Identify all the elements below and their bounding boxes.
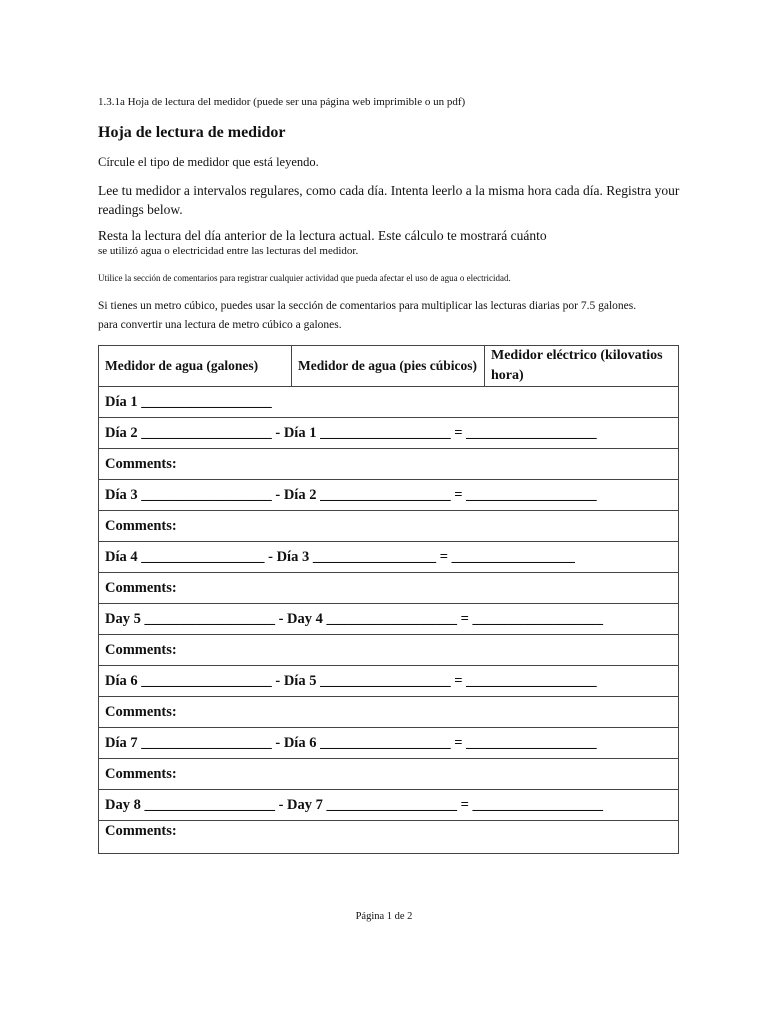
instruction-read-meter: Lee tu medidor a intervalos regulares, como cada día. Intenta leerlo a la misma hora cada día. Registra your readings below. bbox=[98, 183, 680, 217]
header-water-gallons[interactable]: Medidor de agua (galones) bbox=[99, 346, 292, 387]
reading-day-5[interactable]: Day 5 __________________ - Day 4 __________________ = __________________ bbox=[99, 604, 679, 635]
table-row bbox=[99, 821, 679, 854]
table-row bbox=[99, 573, 679, 604]
comments-day-4[interactable]: Comments: bbox=[99, 573, 679, 604]
table-row bbox=[99, 480, 679, 511]
comments-day-7[interactable]: Comments: bbox=[99, 759, 679, 790]
table-row bbox=[99, 728, 679, 759]
reading-day-7[interactable]: Día 7 __________________ - Día 6 __________________ = __________________ bbox=[99, 728, 679, 759]
reading-day-1[interactable]: Día 1 __________________ bbox=[99, 387, 679, 418]
instruction-circle-meter: Círcule el tipo de medidor que está leyendo. bbox=[98, 155, 319, 169]
comments-day-5[interactable]: Comments: bbox=[99, 635, 679, 666]
reading-day-8[interactable]: Day 8 __________________ - Day 7 __________________ = __________________ bbox=[99, 790, 679, 821]
table-row bbox=[99, 759, 679, 790]
table-header-row bbox=[99, 346, 679, 387]
page-title: Hoja de lectura de medidor bbox=[98, 124, 286, 141]
table-row bbox=[99, 635, 679, 666]
comments-day-2[interactable]: Comments: bbox=[99, 449, 679, 480]
table-row bbox=[99, 449, 679, 480]
header-water-cubic-feet[interactable]: Medidor de agua (pies cúbicos) bbox=[292, 346, 485, 387]
table-row bbox=[99, 511, 679, 542]
table-row bbox=[99, 666, 679, 697]
instruction-subtract: Resta la lectura del día anterior de la lectura actual. Este cálculo te mostrará cuánto bbox=[98, 228, 547, 243]
table-row bbox=[99, 418, 679, 449]
table-row bbox=[99, 790, 679, 821]
table-row bbox=[99, 604, 679, 635]
reading-day-3[interactable]: Día 3 __________________ - Día 2 __________________ = __________________ bbox=[99, 480, 679, 511]
table-row bbox=[99, 542, 679, 573]
table-row bbox=[99, 697, 679, 728]
instruction-cubic-cont: para convertir una lectura de metro cúbico a galones. bbox=[98, 319, 342, 331]
document-reference: 1.3.1a Hoja de lectura del medidor (puede ser una página web imprimible o un pdf) bbox=[98, 96, 466, 108]
page-number: Página 1 de 2 bbox=[355, 911, 413, 922]
instruction-cubic: Si tienes un metro cúbico, puedes usar la sección de comentarios para multiplicar las lecturas diarias por 7.5 galones. bbox=[98, 300, 637, 312]
meter-reading-table bbox=[98, 345, 679, 854]
reading-day-2[interactable]: Día 2 __________________ - Día 1 __________________ = __________________ bbox=[99, 418, 679, 449]
reading-day-4[interactable]: Día 4 _________________ - Día 3 _________________ = _________________ bbox=[99, 542, 679, 573]
header-electric-kwh[interactable]: Medidor eléctrico (kilovatios hora) bbox=[485, 346, 679, 387]
table-row bbox=[99, 387, 679, 418]
instruction-comments: Utilice la sección de comentarios para registrar cualquier actividad que pueda afectar el uso de agua o electricidad. bbox=[98, 273, 511, 283]
reading-day-6[interactable]: Día 6 __________________ - Día 5 __________________ = __________________ bbox=[99, 666, 679, 697]
instruction-subtract-cont: se utilizó agua o electricidad entre las lecturas del medidor. bbox=[98, 245, 359, 257]
comments-day-6[interactable]: Comments: bbox=[99, 697, 679, 728]
comments-day-8[interactable]: Comments: bbox=[99, 821, 679, 854]
comments-day-3[interactable]: Comments: bbox=[99, 511, 679, 542]
